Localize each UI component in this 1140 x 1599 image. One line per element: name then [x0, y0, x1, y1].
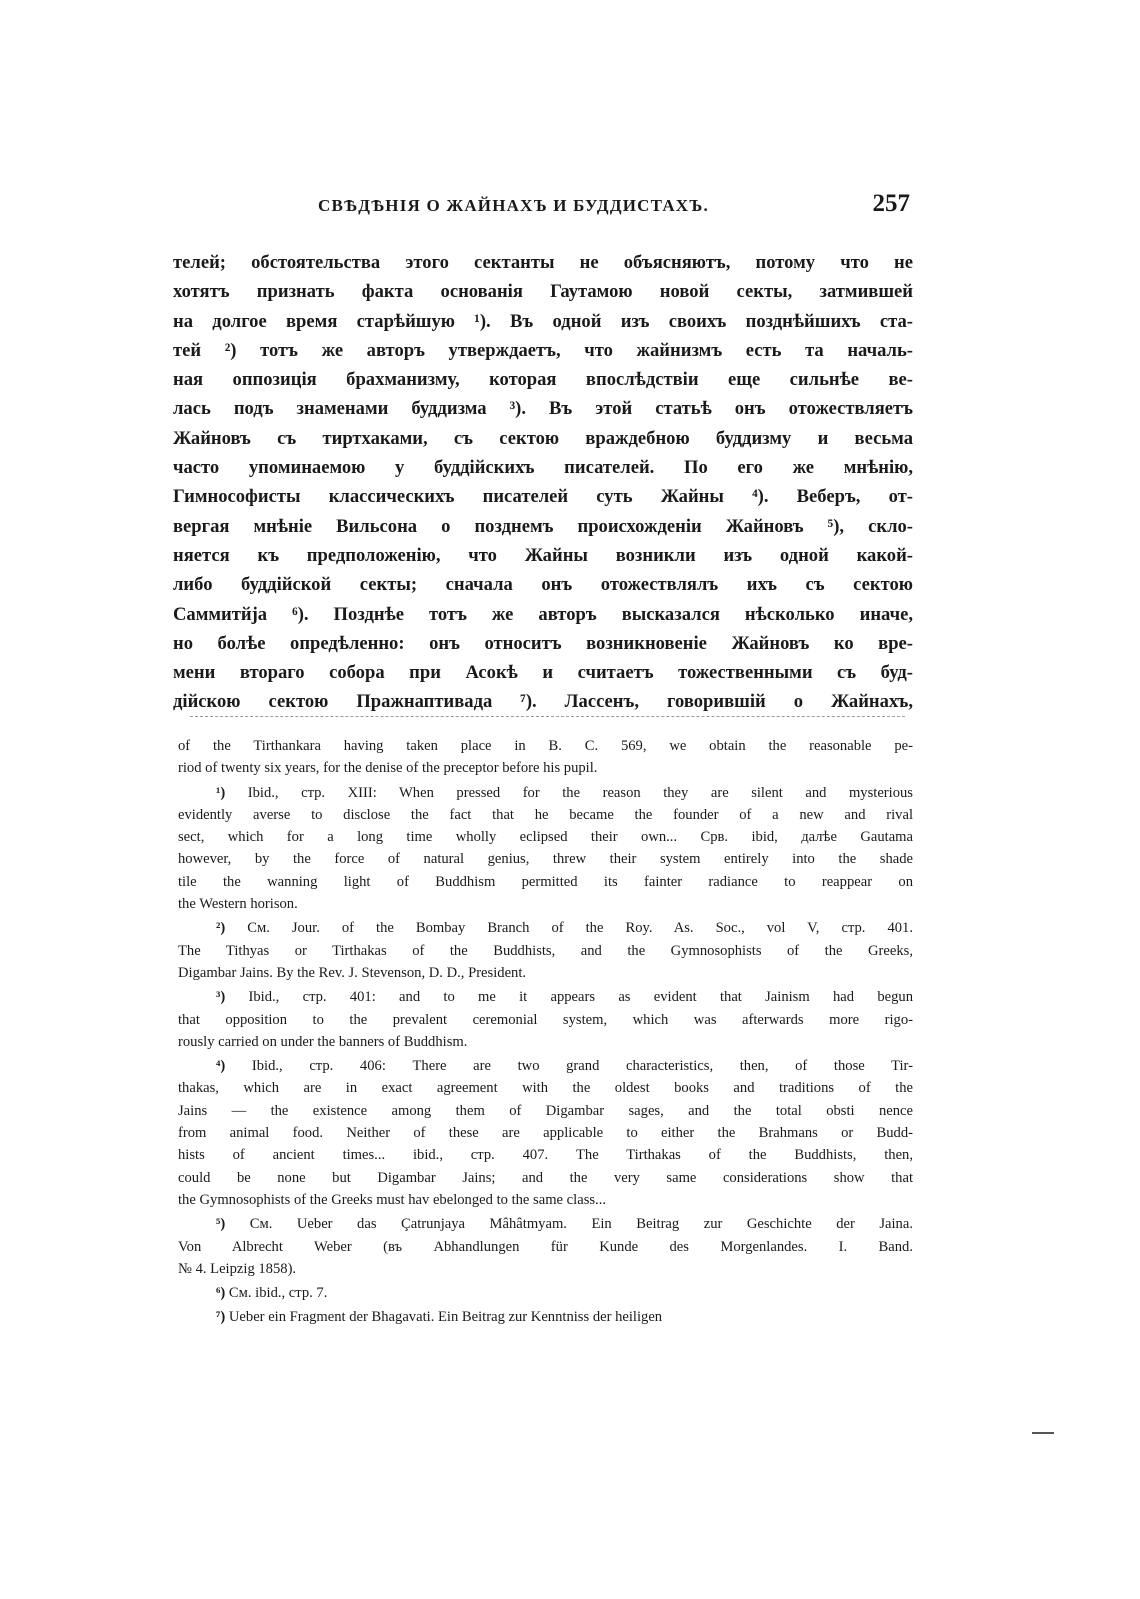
footnote-line: Jains — the existence among them of Digambar sages, and the total obsti nence	[178, 1102, 913, 1119]
footnote-line: evidently averse to disclose the fact that he became the founder of a new and rival	[178, 806, 913, 823]
footnote	[178, 1213, 913, 1280]
footnote-marker: ⁶)	[216, 1285, 229, 1302]
footnote-line: Digambar Jains. By the Rev. J. Stevenson, D. D., President.	[178, 964, 527, 981]
text-line: няется къ предположенію, что Жайны возникли изъ одной какой-	[173, 544, 913, 566]
footnote-marker: ⁷)	[216, 1309, 229, 1326]
footnote-line: № 4. Leipzig 1858).	[178, 1260, 297, 1277]
footnote-marker: ⁵)	[216, 1216, 250, 1233]
text-line: часто упоминаемою у буддійскихъ писателей. По его же мнѣнію,	[173, 457, 913, 479]
footnote-line: thakas, which are in exact agreement with the oldest books and traditions of the	[178, 1080, 913, 1097]
footnote	[178, 986, 913, 1053]
footnote-line: the Western horison.	[178, 896, 298, 913]
footnote-marker: ²)	[216, 920, 248, 937]
footnote	[178, 917, 913, 984]
footnote-text: Ibid., стр. 406: There are two grand characteristics, then, of those Tir-	[251, 1058, 913, 1075]
footnote-line: that opposition to the prevalent ceremonial system, which was afterwards more rigo-	[178, 1011, 913, 1028]
text-line: хотятъ признать факта основанія Гаутамою новой секты, затмившей	[173, 281, 913, 303]
text-line: телей; обстоятельства этого сектанты не объясняютъ, потому что не	[173, 252, 913, 273]
running-title: СВѢДѢНІЯ О ЖАЙНАХЪ И БУДДИСТАХЪ.	[318, 196, 709, 215]
footnote-text: См. ibid., стр. 7.	[228, 1285, 328, 1302]
footnote-line: the Gymnosophists of the Greeks must hav ebelonged to the same class...	[178, 1191, 607, 1208]
footnote-text: Ibid., стр. 401: and to me it appears as evident that Jainism had begun	[248, 989, 913, 1006]
footnote-text: См. Jour. of the Bombay Branch of the Roy. As. Soc., vol V, стр. 401.	[247, 920, 913, 937]
text-line: тей ²) тотъ же авторъ утверждаетъ, что жайнизмъ есть та началь-	[173, 339, 913, 361]
footnote-line	[178, 782, 913, 804]
footnote-line	[178, 986, 913, 1008]
footnote-separator	[190, 716, 905, 717]
footnote	[178, 735, 913, 780]
footnote-line: riod of twenty six years, for the denise of the preceptor before his pupil.	[178, 760, 598, 777]
footnote-line	[178, 917, 913, 939]
footnote-line: however, by the force of natural genius, threw their system entirely into the shade	[178, 851, 913, 868]
footnote-line: hists of ancient times... ibid., стр. 407. The Tirthakas of the Buddhists, then,	[178, 1147, 913, 1164]
footnote-marker: ⁴)	[216, 1058, 252, 1075]
text-line: на долгое время старѣйшую ¹). Въ одной изъ своихъ позднѣйшихъ ста-	[173, 310, 913, 332]
page-number: 257	[872, 190, 910, 217]
text-line: Жайновъ съ тиртхаками, съ сектою враждебною буддизму и весьма	[173, 427, 913, 449]
text-line: лась подъ знаменами буддизма ³). Въ этой статьѣ онъ отожествляетъ	[173, 398, 913, 420]
running-header	[318, 190, 910, 224]
footnote-line	[178, 1055, 913, 1077]
footnote-line: Von Albrecht Weber (въ Abhandlungen für Kunde des Morgenlandes. I. Band.	[178, 1238, 913, 1255]
text-line: Гимнософисты классическихъ писателей суть Жайны ⁴). Веберъ, от-	[173, 486, 913, 508]
text-line: вергая мнѣніе Вильсона о позднемъ происхожденіи Жайновъ ⁵), скло-	[173, 515, 913, 537]
text-line: либо буддійской секты; сначала онъ отожествлялъ ихъ съ сектою	[173, 574, 913, 596]
main-text	[173, 248, 913, 717]
text-line: дійскою сектою Пражнаптивада ⁷). Лассенъ, говорившій о Жайнахъ,	[173, 691, 913, 713]
margin-mark	[1032, 1432, 1054, 1434]
footnote-line: could be none but Digambar Jains; and the very same considerations show that	[178, 1169, 913, 1186]
footnote	[178, 1306, 913, 1328]
text-line: но болѣе опредѣленно: онъ относитъ возникновеніе Жайновъ ко вре-	[173, 632, 913, 654]
footnotes	[178, 735, 913, 1331]
footnote-line: The Tithyas or Tirthakas of the Buddhists, and the Gymnosophists of the Greeks,	[178, 942, 913, 959]
footnote-line: from animal food. Neither of these are applicable to either the Brahmans or Budd-	[178, 1125, 913, 1142]
footnote-marker: ³)	[216, 989, 249, 1006]
footnote-line	[178, 1213, 913, 1235]
footnote	[178, 782, 913, 916]
footnote-line: sect, which for a long time wholly eclipsed their own... Срв. ibid, далѣе Gautama	[178, 829, 913, 846]
footnote-line: tile the wanning light of Buddhism permitted its fainter radiance to reappear on	[178, 873, 913, 890]
footnote-marker: ¹)	[216, 784, 248, 801]
text-line: ная оппозиція брахманизму, которая впослѣдствіи еще сильнѣе ве-	[173, 369, 913, 391]
footnote-line: of the Tirthankara having taken place in B. C. 569, we obtain the reasonable pe-	[178, 738, 913, 754]
footnote-text: Ueber ein Fragment der Bhagavati. Ein Beitrag zur Kenntniss der heiligen	[228, 1309, 663, 1326]
footnote-text: Ibid., стр. XIII: When pressed for the reason they are silent and mysterious	[247, 784, 913, 801]
footnote-line	[178, 1282, 913, 1304]
footnote	[178, 1055, 913, 1211]
footnote-line: rously carried on under the banners of Buddhism.	[178, 1033, 468, 1050]
text-line: мени втораго собора при Асокѣ и считаетъ тожественными съ буд-	[173, 662, 913, 684]
footnote-text: См. Ueber das Çatrunjaya Mâhâtmyam. Ein Beitrag zur Geschichte der Jaina.	[249, 1216, 913, 1233]
text-line: Саммитйја ⁶). Позднѣе тотъ же авторъ высказался нѣсколько иначе,	[173, 603, 913, 625]
footnote	[178, 1282, 913, 1304]
footnote-line	[178, 1306, 913, 1328]
